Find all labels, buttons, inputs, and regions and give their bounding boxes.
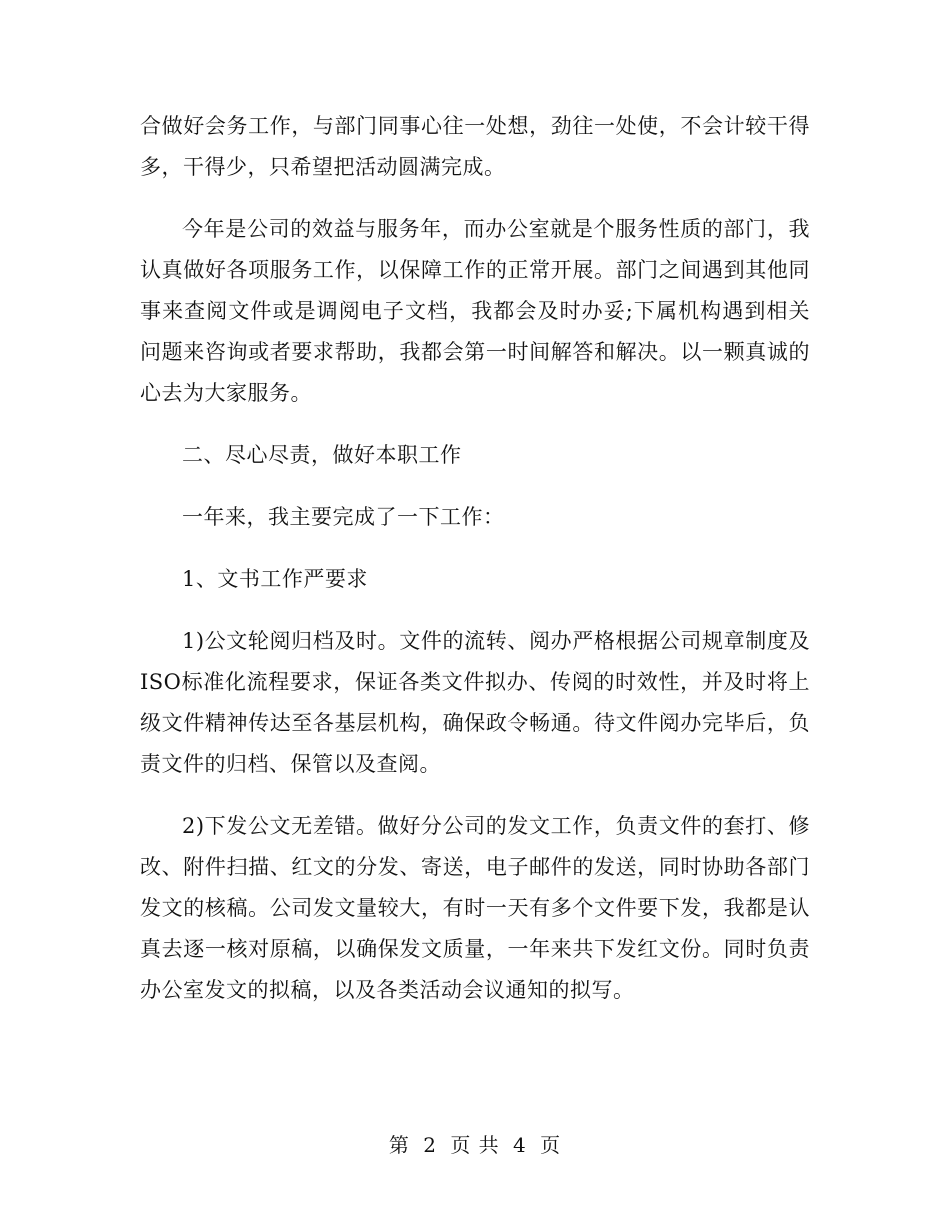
subsection-heading: 1、文书工作严要求 [182,567,368,591]
paragraph: 合做好会务工作，与部门同事心往一处想，劲往一处使，不会计较干得多，干得少，只希望把活动圆满完成。 [140,114,810,179]
footer-middle: 页 共 [450,1133,500,1157]
total-pages-number: 4 [513,1133,527,1157]
section-heading: 二、尽心尽责，做好本职工作 [182,443,462,467]
paragraph: 今年是公司的效益与服务年，而办公室就是个服务性质的部门，我认真做好各项服务工作，以保障工作的正常开展。部门之间遇到其他同事来查阅文件或是调阅电子文档，我都会及时办妥;下属机构遇到相关问题来咨询或者要求帮助，我都会第一时间解答和解决。以一颗真诚的心去为大家服务。 [140,217,810,405]
page-footer [0,1130,950,1160]
footer-prefix: 第 [388,1133,410,1157]
paragraph: 1)公文轮阅归档及时。文件的流转、阅办严格根据公司规章制度及ISO标准化流程要求，保证各类文件拟办、传阅的时效性，并及时将上级文件精神传达至各基层机构，确保政令畅通。待文件阅办完毕后，负责文件的归档、保管以及查阅。 [140,629,810,776]
footer-suffix: 页 [540,1133,562,1157]
paragraph: 一年来，我主要完成了一下工作： [182,505,505,529]
paragraph: 2)下发公文无差错。做好分公司的发文工作，负责文件的套打、修改、附件扫描、红文的分发、寄送，电子邮件的发送，同时协助各部门发文的核稿。公司发文量较大，有时一天有多个文件要下发，我都是认真去逐一核对原稿，以确保发文质量，一年来共下发红文份。同时负责办公室发文的拟稿，以及各类活动会议通知的拟写。 [140,814,810,1002]
document-body [140,106,810,1032]
current-page-number: 2 [423,1133,437,1157]
